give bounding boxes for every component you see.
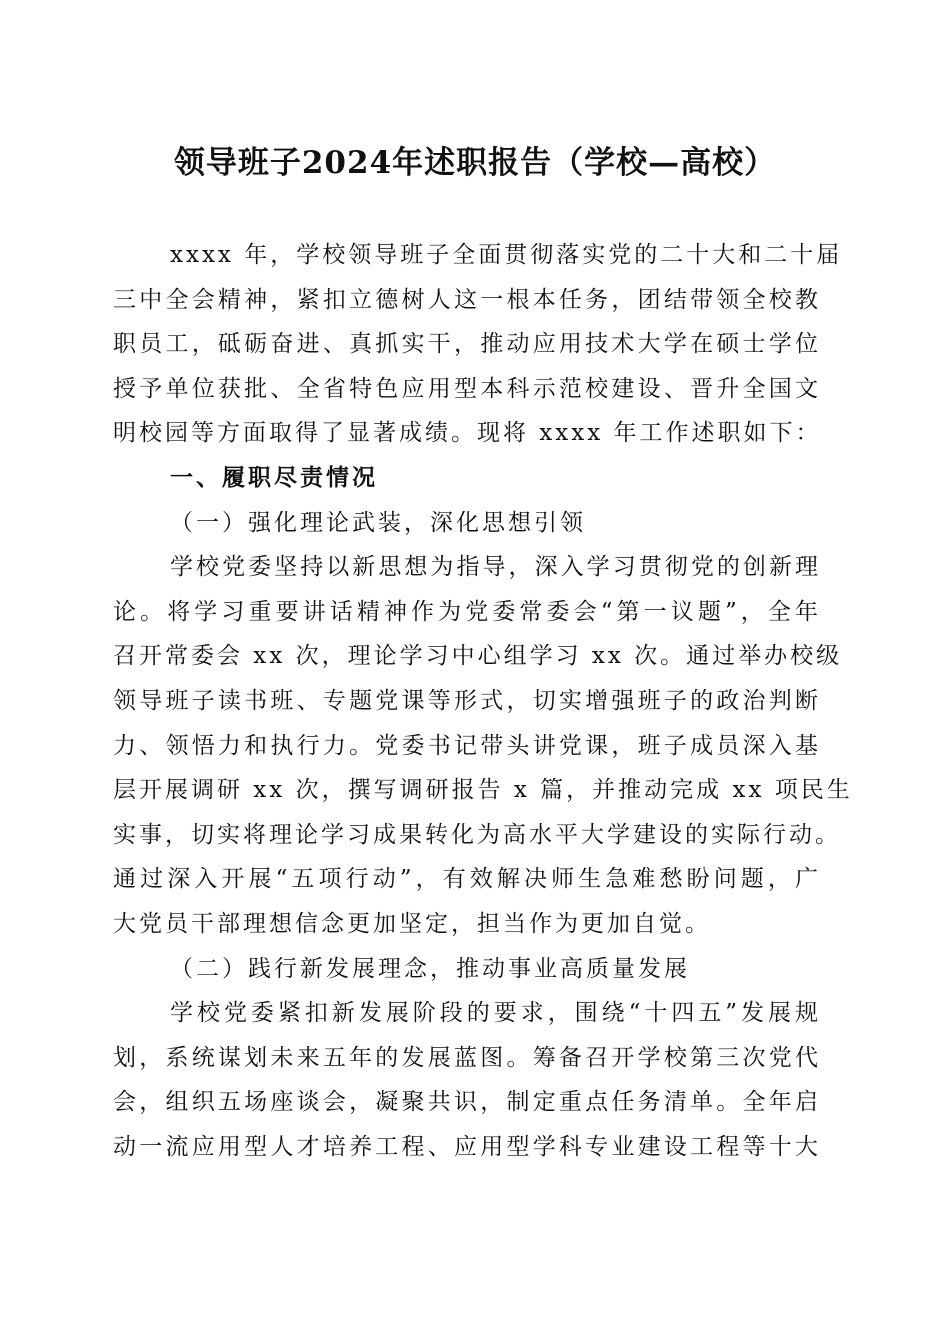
paragraph-first-line: 学校党委紧扣新发展阶段的要求，围绕“十四五”发展规 xyxy=(170,1000,821,1027)
subsection-heading: （二）践行新发展理念，推动事业高质量发展 xyxy=(170,955,690,982)
body-line: 论。将学习重要讲话精神作为党委常委会“第一议题”，全年 xyxy=(113,598,821,625)
body-line: 划，系统谋划未来五年的发展蓝图。筹备召开学校第三次党代 xyxy=(113,1044,821,1071)
paragraph-first-line: 学校党委坚持以新思想为指导，深入学习贯彻党的创新理 xyxy=(170,554,821,581)
paragraph-last-line: 大党员干部理想信念更加坚定，担当作为更加自觉。 xyxy=(113,910,711,937)
body-line: 层开展调研 xx 次，撰写调研报告 x 篇，并推动完成 xx 项民生 xyxy=(113,777,853,804)
section-heading: 一、履职尽责情况 xyxy=(170,464,378,491)
body-line: 会，组织五场座谈会，凝聚共识，制定重点任务清单。全年启 xyxy=(113,1089,821,1116)
body-line: 通过深入开展“五项行动”，有效解决师生急难愁盼问题，广 xyxy=(113,866,821,893)
body-line: 力、领悟力和执行力。党委书记带头讲党课，班子成员深入基 xyxy=(113,732,821,759)
body-line: 三中全会精神，紧扣立德树人这一根本任务，团结带领全校教 xyxy=(113,286,821,313)
body-line: 召开常委会 xx 次，理论学习中心组学习 xx 次。通过举办校级 xyxy=(113,643,843,670)
body-line: 领导班子读书班、专题党课等形式，切实增强班子的政治判断 xyxy=(113,687,821,714)
body-line: 动一流应用型人才培养工程、应用型学科专业建设工程等十大 xyxy=(113,1133,821,1160)
body-line: 职员工，砥砺奋进、真抓实干，推动应用技术大学在硕士学位 xyxy=(113,331,821,358)
body-line: 授予单位获批、全省特色应用型本科示范校建设、晋升全国文 xyxy=(113,375,821,402)
document-title: 领导班子2024年述职报告（学校—高校） xyxy=(173,145,777,181)
document-body xyxy=(113,233,853,1169)
subsection-heading: （一）强化理论武装，深化思想引领 xyxy=(170,509,586,536)
paragraph-first-line: xxxx 年，学校领导班子全面贯彻落实党的二十大和二十届 xyxy=(170,242,843,268)
body-line: 实事，切实将理论学习成果转化为高水平大学建设的实际行动。 xyxy=(113,821,841,848)
paragraph-last-line: 明校园等方面取得了显著成绩。现将 xxxx 年工作述职如下： xyxy=(113,420,822,447)
